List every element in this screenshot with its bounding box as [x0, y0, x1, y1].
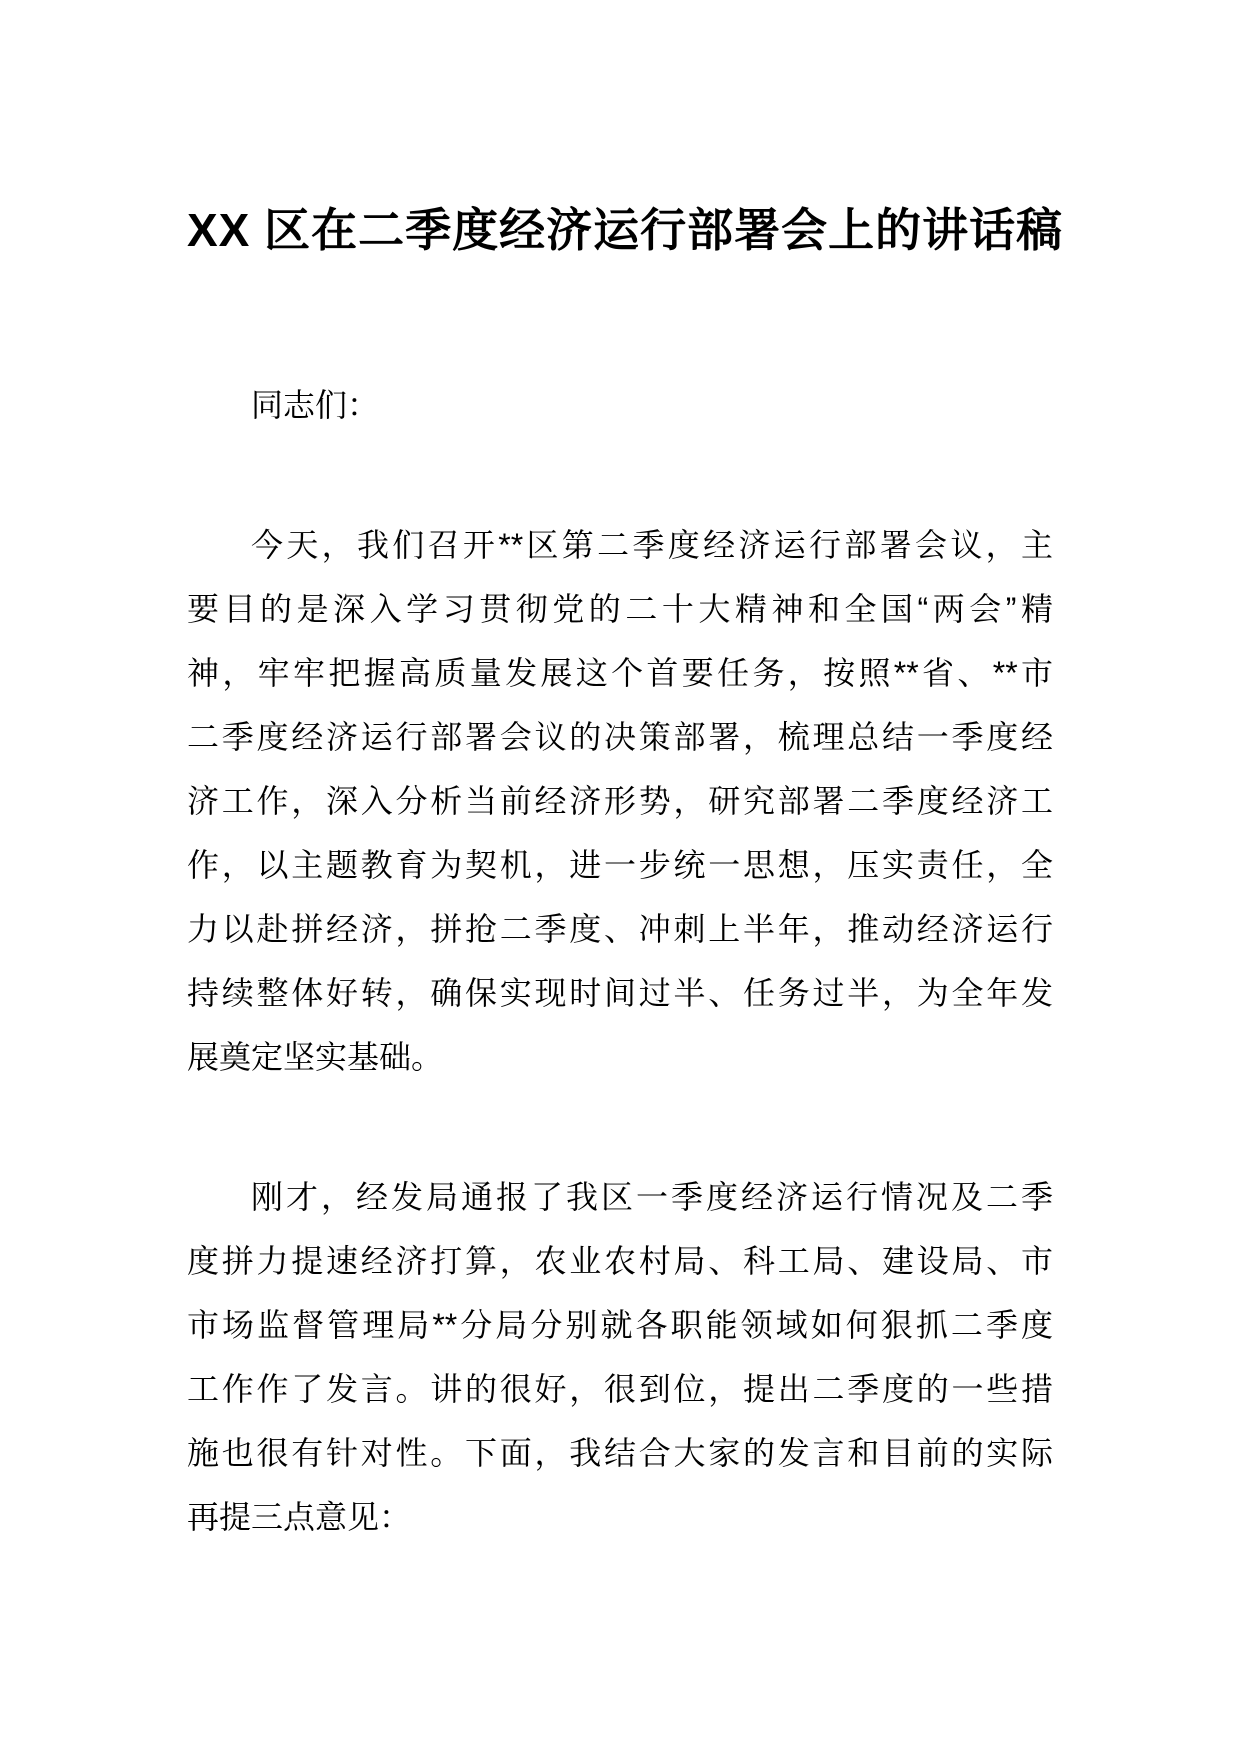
- text-line: 二季度经济运行部署会议的决策部署，梳理总结一季度经: [187, 719, 1053, 755]
- document-body: [187, 204, 1064, 1549]
- text-line: 工作作了发言。讲的很好，很到位，提出二季度的一些措: [187, 1371, 1053, 1407]
- text-line: 市场监督管理局**分局分别就各职能领域如何狠抓二季度: [187, 1307, 1053, 1343]
- document-title: XX 区在二季度经济运行部署会上的讲话稿: [187, 204, 1064, 256]
- paragraph: [187, 513, 1053, 1089]
- text-line: 济工作，深入分析当前经济形势，研究部署二季度经济工: [187, 783, 1053, 819]
- text-line: 神，牢牢把握高质量发展这个首要任务，按照**省、**市: [187, 655, 1053, 691]
- paragraph: [187, 1165, 1053, 1549]
- text-line: 持续整体好转，确保实现时间过半、任务过半，为全年发: [187, 975, 1053, 1011]
- text-line: 展奠定坚实基础。: [187, 1039, 444, 1075]
- text-line: 要目的是深入学习贯彻党的二十大精神和全国“两会”精: [187, 591, 1053, 627]
- salutation-paragraph: [187, 373, 1053, 437]
- text-line: 今天，我们召开**区第二季度经济运行部署会议，主: [251, 527, 1053, 563]
- text-line: 作，以主题教育为契机，进一步统一思想，压实责任，全: [187, 847, 1053, 883]
- text-line: 度拼力提速经济打算，农业农村局、科工局、建设局、市: [187, 1243, 1053, 1279]
- text-line: 再提三点意见：: [187, 1499, 412, 1535]
- text-line: 施也很有针对性。下面，我结合大家的发言和目前的实际: [187, 1435, 1053, 1471]
- text-line: 刚才，经发局通报了我区一季度经济运行情况及二季: [251, 1179, 1053, 1215]
- text-line: 同志们：: [251, 387, 380, 423]
- text-line: 力以赴拼经济，拼抢二季度、冲刺上半年，推动经济运行: [187, 911, 1053, 947]
